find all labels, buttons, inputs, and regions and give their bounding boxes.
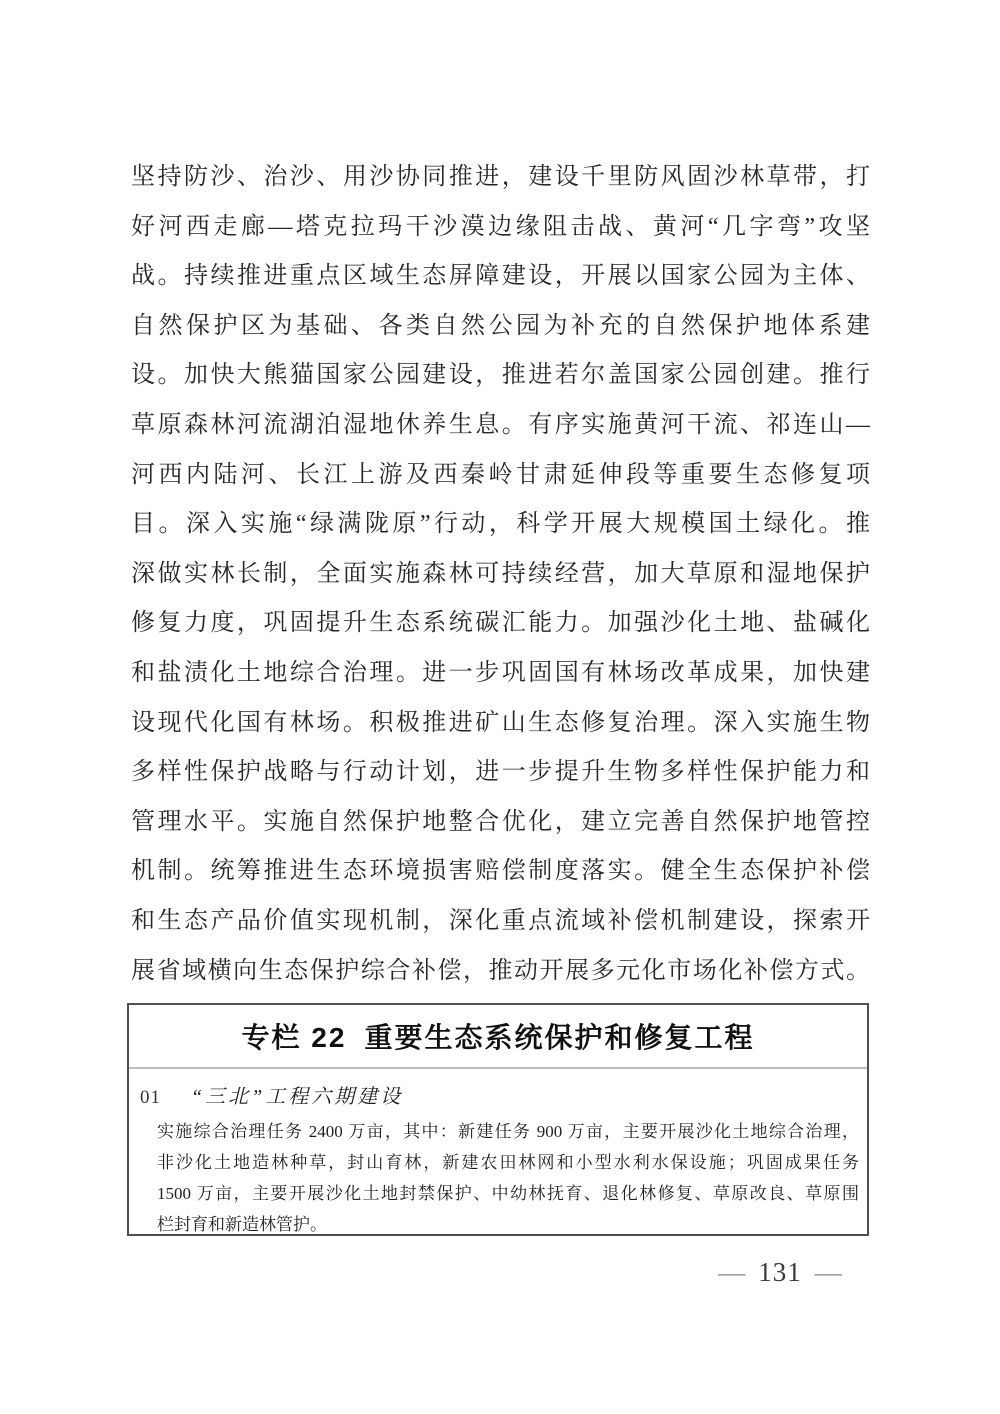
body-text-line: 自然保护区为基础、各类自然公园为补充的自然保护地体系建	[131, 312, 870, 339]
item-number: 01	[140, 1087, 161, 1108]
highlight-box-header	[129, 1005, 867, 1069]
item-body-line: 非沙化土地造林种草，封山育林，新建农田林网和小型水利水保设施；巩固成果任务	[157, 1153, 859, 1172]
body-text-line: 战。持续推进重点区域生态屏障建设，开展以国家公园为主体、	[131, 263, 870, 290]
item-body	[157, 1116, 859, 1240]
body-text-line: 河西内陆河、长江上游及西秦岭甘肃延伸段等重要生态修复项	[131, 461, 870, 488]
body-text-line: 机制。统筹推进生态环境损害赔偿制度落实。健全生态保护补偿	[131, 858, 870, 885]
body-text-line: 展省域横向生态保护综合补偿，推动开展多元化市场化补偿方式。	[131, 957, 870, 984]
page-footer	[690, 1257, 870, 1288]
body-text-line: 管理水平。实施自然保护地整合优化，建立完善自然保护地管控	[131, 808, 870, 835]
body-text-line: 草原森林河流湖泊湿地休养生息。有序实施黄河干流、祁连山—	[131, 411, 870, 438]
body-text-line: 目。深入实施“绿满陇原”行动，科学开展大规模国土绿化。推	[131, 511, 870, 538]
body-text-line: 和生态产品价值实现机制，深化重点流域补偿机制建设，探索开	[131, 907, 870, 934]
item-body-line: 实施综合治理任务 2400 万亩，其中：新建任务 900 万亩，主要开展沙化土地综合治理，	[157, 1122, 859, 1141]
body-text-line: 坚持防沙、治沙、用沙协同推进，建设千里防风固沙林草带，打	[131, 164, 870, 190]
body-paragraph	[131, 153, 870, 996]
body-text-line: 好河西走廊—塔克拉玛干沙漠边缘阻击战、黄河“几字弯”攻坚	[131, 213, 870, 240]
column-title: 重要生态系统保护和修复工程	[364, 1022, 755, 1053]
body-text-line: 设现代化国有林场。积极推进矿山生态修复治理。深入实施生物	[131, 709, 870, 736]
footer-right-dash: —	[814, 1257, 842, 1287]
page-number: 131	[758, 1257, 802, 1287]
list-item-header	[129, 1080, 867, 1109]
body-text-line: 多样性保护战略与行动计划，进一步提升生物多样性保护能力和	[131, 759, 870, 786]
body-text-line: 设。加快大熊猫国家公园建设，推进若尔盖国家公园创建。推行	[131, 362, 870, 389]
highlight-box-content	[129, 1069, 867, 1240]
highlight-box-special-column-22	[127, 1003, 869, 1236]
item-heading: “三北”工程六期建设	[191, 1086, 404, 1108]
item-body-line: 1500 万亩，主要开展沙化土地封禁保护、中幼林抚育、退化林修复、草原改良、草原围	[157, 1184, 859, 1203]
body-text-line: 和盐渍化土地综合治理。进一步巩固国有林场改革成果，加快建	[131, 659, 870, 686]
column-label: 专栏 22	[241, 1022, 347, 1053]
body-text-line: 修复力度，巩固提升生态系统碳汇能力。加强沙化土地、盐碱化	[131, 610, 870, 637]
footer-left-dash: —	[718, 1257, 746, 1287]
body-text-line: 深做实林长制，全面实施森林可持续经营，加大草原和湿地保护	[131, 560, 870, 587]
item-body-line: 栏封育和新造林管护。	[157, 1215, 327, 1234]
